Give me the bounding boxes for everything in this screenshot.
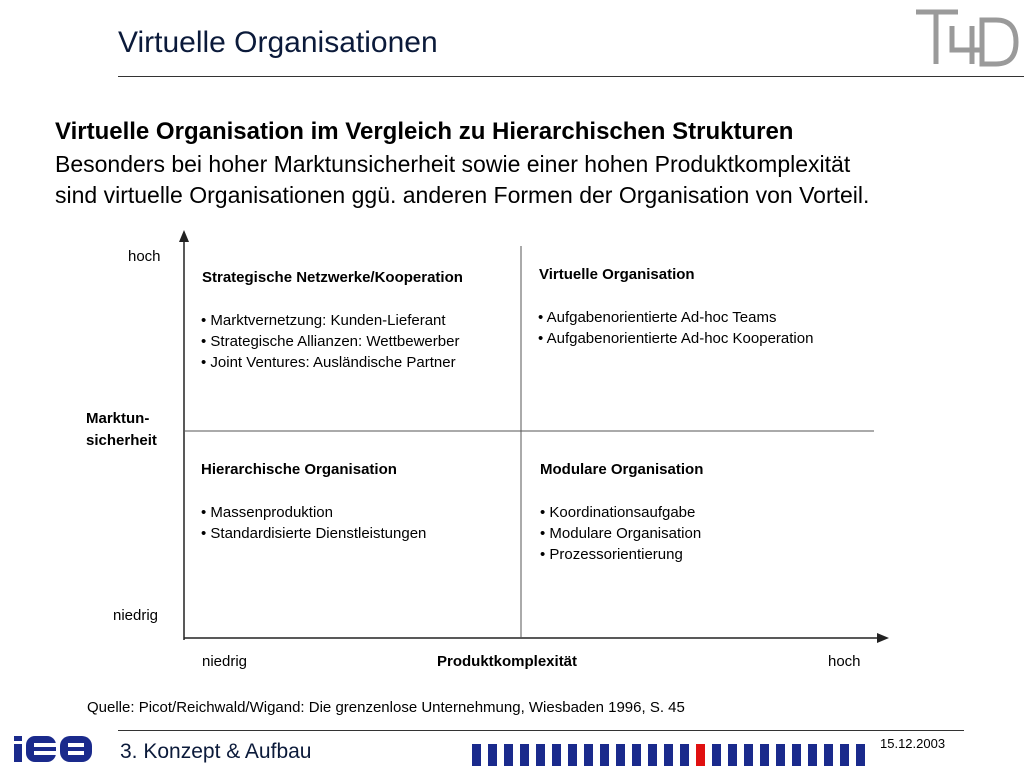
quadrant-bottom-left-title: Hierarchische Organisation [201, 461, 397, 478]
progress-segment [536, 744, 545, 766]
quadrant-bottom-right-list [540, 502, 701, 565]
footer-section-label: 3. Konzept & Aufbau [120, 740, 312, 763]
progress-segment [632, 744, 641, 766]
progress-segment [808, 744, 817, 766]
y-axis-title-line-1: Marktun- [86, 410, 150, 427]
progress-segment [616, 744, 625, 766]
list-item: • Standardisierte Dienstleistungen [201, 525, 427, 542]
progress-segment [664, 744, 673, 766]
list-item: • Joint Ventures: Ausländische Partner [201, 354, 456, 371]
list-item: • Prozessorientierung [540, 546, 683, 563]
progress-segment [856, 744, 865, 766]
intro-heading: Virtuelle Organisation im Vergleich zu Hierarchischen Strukturen [55, 118, 794, 145]
y-axis-title [86, 408, 157, 452]
progress-segment [744, 744, 753, 766]
quadrant-top-right-title: Virtuelle Organisation [539, 266, 695, 283]
progress-segment [840, 744, 849, 766]
progress-segment [568, 744, 577, 766]
progress-segment [792, 744, 801, 766]
list-item: • Massenproduktion [201, 504, 333, 521]
y-axis-arrow [179, 230, 189, 242]
progress-segment [760, 744, 769, 766]
slide-progress-indicator [471, 743, 871, 767]
intro-text-line-2: sind virtuelle Organisationen ggü. anderen Formen der Organisation von Vorteil. [55, 182, 870, 208]
footer-date: 15.12.2003 [880, 736, 946, 751]
list-item: • Marktvernetzung: Kunden-Lieferant [201, 312, 446, 329]
progress-segment [600, 744, 609, 766]
quadrant-bottom-left-list [201, 502, 426, 544]
progress-segment [472, 744, 481, 766]
x-axis-high-label: hoch [828, 653, 861, 670]
progress-segment [488, 744, 497, 766]
source-citation: Quelle: Picot/Reichwald/Wigand: Die grenzenlose Unternehmung, Wiesbaden 1996, S. 45 [87, 699, 685, 716]
quadrant-bottom-right-title: Modulare Organisation [540, 461, 704, 478]
intro-text-line-1: Besonders bei hoher Marktunsicherheit sowie einer hohen Produktkomplexität [55, 151, 851, 177]
progress-segment [696, 744, 705, 766]
list-item: • Aufgabenorientierte Ad-hoc Kooperation [538, 330, 814, 347]
y-axis-high-label: hoch [128, 248, 161, 265]
progress-segment [584, 744, 593, 766]
quadrant-top-right-list [538, 307, 813, 349]
progress-segment [680, 744, 689, 766]
quadrant-top-left-list [201, 310, 459, 373]
progress-segment [712, 744, 721, 766]
x-axis-title: Produktkomplexität [437, 653, 578, 670]
progress-segment [552, 744, 561, 766]
quadrant-top-left-title: Strategische Netzwerke/Kooperation [202, 269, 463, 286]
ieb-logo-icon [12, 734, 96, 764]
list-item: • Koordinationsaufgabe [540, 504, 696, 521]
y-axis-low-label: niedrig [113, 607, 159, 624]
progress-segment [504, 744, 513, 766]
footer-divider [118, 730, 964, 731]
progress-segment [728, 744, 737, 766]
progress-segment [776, 744, 785, 766]
x-axis-arrow [877, 633, 889, 643]
slide-title: Virtuelle Organisationen [118, 26, 438, 59]
progress-segment [824, 744, 833, 766]
list-item: • Aufgabenorientierte Ad-hoc Teams [538, 309, 777, 326]
progress-segment [520, 744, 529, 766]
list-item: • Modulare Organisation [540, 525, 702, 542]
progress-segment [648, 744, 657, 766]
x-axis-low-label: niedrig [202, 653, 248, 670]
list-item: • Strategische Allianzen: Wettbewerber [201, 333, 460, 350]
y-axis-title-line-2: sicherheit [86, 432, 157, 449]
